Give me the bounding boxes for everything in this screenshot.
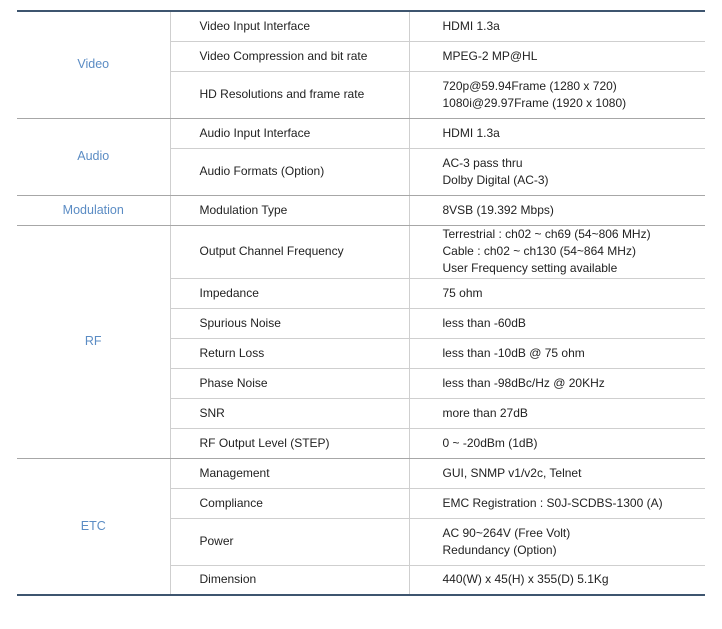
table-row bbox=[17, 225, 705, 278]
spec-item: Dimension bbox=[170, 565, 409, 595]
spec-item: Video Input Interface bbox=[170, 11, 409, 41]
spec-value: GUI, SNMP v1/v2c, Telnet bbox=[409, 458, 705, 488]
spec-item: Return Loss bbox=[170, 338, 409, 368]
spec-item: Audio Input Interface bbox=[170, 118, 409, 148]
spec-value: 0 ~ -20dBm (1dB) bbox=[409, 428, 705, 458]
spec-item: SNR bbox=[170, 398, 409, 428]
spec-value: less than -10dB @ 75 ohm bbox=[409, 338, 705, 368]
category-modulation: Modulation bbox=[17, 195, 170, 225]
spec-value: HDMI 1.3a bbox=[409, 118, 705, 148]
category-video: Video bbox=[17, 11, 170, 118]
spec-value: Terrestrial : ch02 ~ ch69 (54~806 MHz) Cable : ch02 ~ ch130 (54~864 MHz) User Frequency setting available bbox=[409, 225, 705, 278]
spec-value: 8VSB (19.392 Mbps) bbox=[409, 195, 705, 225]
category-etc: ETC bbox=[17, 458, 170, 595]
spec-value: AC-3 pass thru Dolby Digital (AC-3) bbox=[409, 148, 705, 195]
spec-value: MPEG-2 MP@HL bbox=[409, 41, 705, 71]
spec-item: Video Compression and bit rate bbox=[170, 41, 409, 71]
spec-value: less than -60dB bbox=[409, 308, 705, 338]
spec-item: Phase Noise bbox=[170, 368, 409, 398]
spec-value: more than 27dB bbox=[409, 398, 705, 428]
spec-value: 75 ohm bbox=[409, 278, 705, 308]
spec-value: less than -98dBc/Hz @ 20KHz bbox=[409, 368, 705, 398]
spec-item: RF Output Level (STEP) bbox=[170, 428, 409, 458]
spec-value: 440(W) x 45(H) x 355(D) 5.1Kg bbox=[409, 565, 705, 595]
table-row bbox=[17, 195, 705, 225]
table-row bbox=[17, 118, 705, 148]
table-row bbox=[17, 458, 705, 488]
spec-item: Management bbox=[170, 458, 409, 488]
spec-item: Compliance bbox=[170, 488, 409, 518]
spec-value: HDMI 1.3a bbox=[409, 11, 705, 41]
spec-item: Impedance bbox=[170, 278, 409, 308]
spec-value: EMC Registration : S0J-SCDBS-1300 (A) bbox=[409, 488, 705, 518]
spec-item: Audio Formats (Option) bbox=[170, 148, 409, 195]
category-audio: Audio bbox=[17, 118, 170, 195]
spec-item: HD Resolutions and frame rate bbox=[170, 71, 409, 118]
spec-item: Power bbox=[170, 518, 409, 565]
spec-value: 720p@59.94Frame (1280 x 720) 1080i@29.97Frame (1920 x 1080) bbox=[409, 71, 705, 118]
specifications-table bbox=[17, 10, 705, 596]
spec-value: AC 90~264V (Free Volt) Redundancy (Option) bbox=[409, 518, 705, 565]
category-rf: RF bbox=[17, 225, 170, 458]
spec-item: Output Channel Frequency bbox=[170, 225, 409, 278]
spec-item: Spurious Noise bbox=[170, 308, 409, 338]
spec-item: Modulation Type bbox=[170, 195, 409, 225]
table-row bbox=[17, 11, 705, 41]
